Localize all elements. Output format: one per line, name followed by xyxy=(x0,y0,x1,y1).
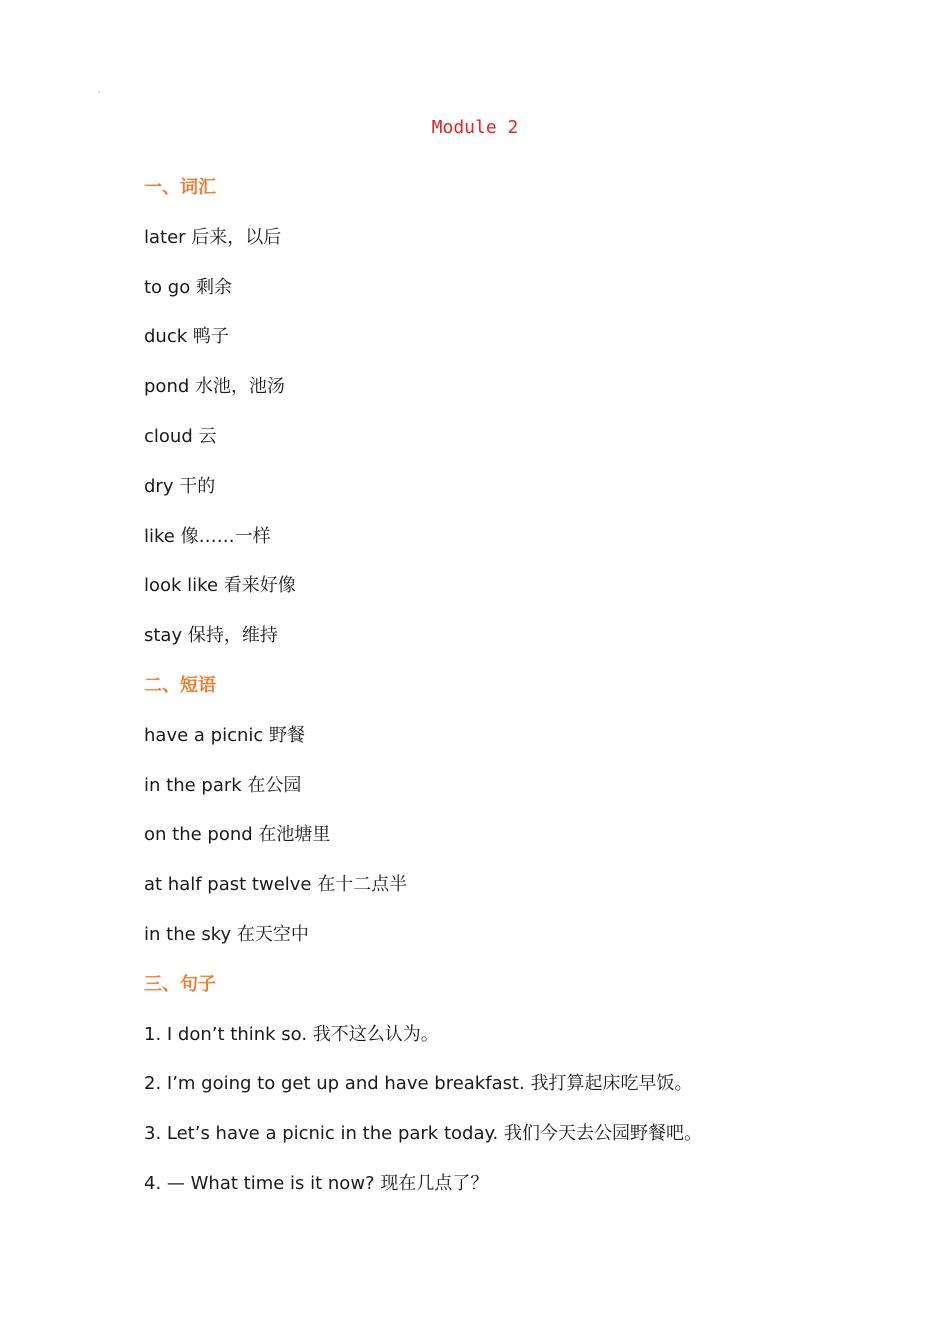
section-heading-phrases: 二、短语 xyxy=(144,674,216,696)
phrase-item: at half past twelve 在十二点半 xyxy=(144,874,408,896)
vocab-item: look like 看来好像 xyxy=(144,575,296,597)
vocab-item: dry 干的 xyxy=(144,475,216,497)
vocab-item: to go 剩余 xyxy=(144,276,232,298)
phrase-item: in the park 在公园 xyxy=(144,774,302,796)
sentence-item: 3. Let’s have a picnic in the park today. 我们今天去公园野餐吧。 xyxy=(144,1123,702,1145)
vocab-item: later 后来，以后 xyxy=(144,226,282,248)
phrase-item: on the pond 在池塘里 xyxy=(144,824,331,846)
page-mark xyxy=(98,91,100,93)
section-heading-vocabulary: 一、词汇 xyxy=(144,177,216,198)
phrase-item: in the sky 在天空中 xyxy=(144,923,309,945)
sentence-item: 1. I don’t think so. 我不这么认为。 xyxy=(144,1023,439,1045)
sentence-item: 4. — What time is it now? 现在几点了？ xyxy=(144,1172,489,1194)
section-heading-sentences: 三、句子 xyxy=(144,973,216,995)
page-title: Module 2 xyxy=(431,117,519,138)
vocab-item: duck 鸭子 xyxy=(144,326,229,348)
vocab-item: cloud 云 xyxy=(144,425,217,447)
vocab-item: pond 水池，池汤 xyxy=(144,376,285,398)
vocab-item: stay 保持，维持 xyxy=(144,625,278,647)
vocab-item: like 像……一样 xyxy=(144,525,271,547)
content-body xyxy=(144,174,844,1220)
phrase-item: have a picnic 野餐 xyxy=(144,724,305,746)
sentence-item: 2. I’m going to get up and have breakfast. 我打算起床吃早饭。 xyxy=(144,1073,693,1095)
